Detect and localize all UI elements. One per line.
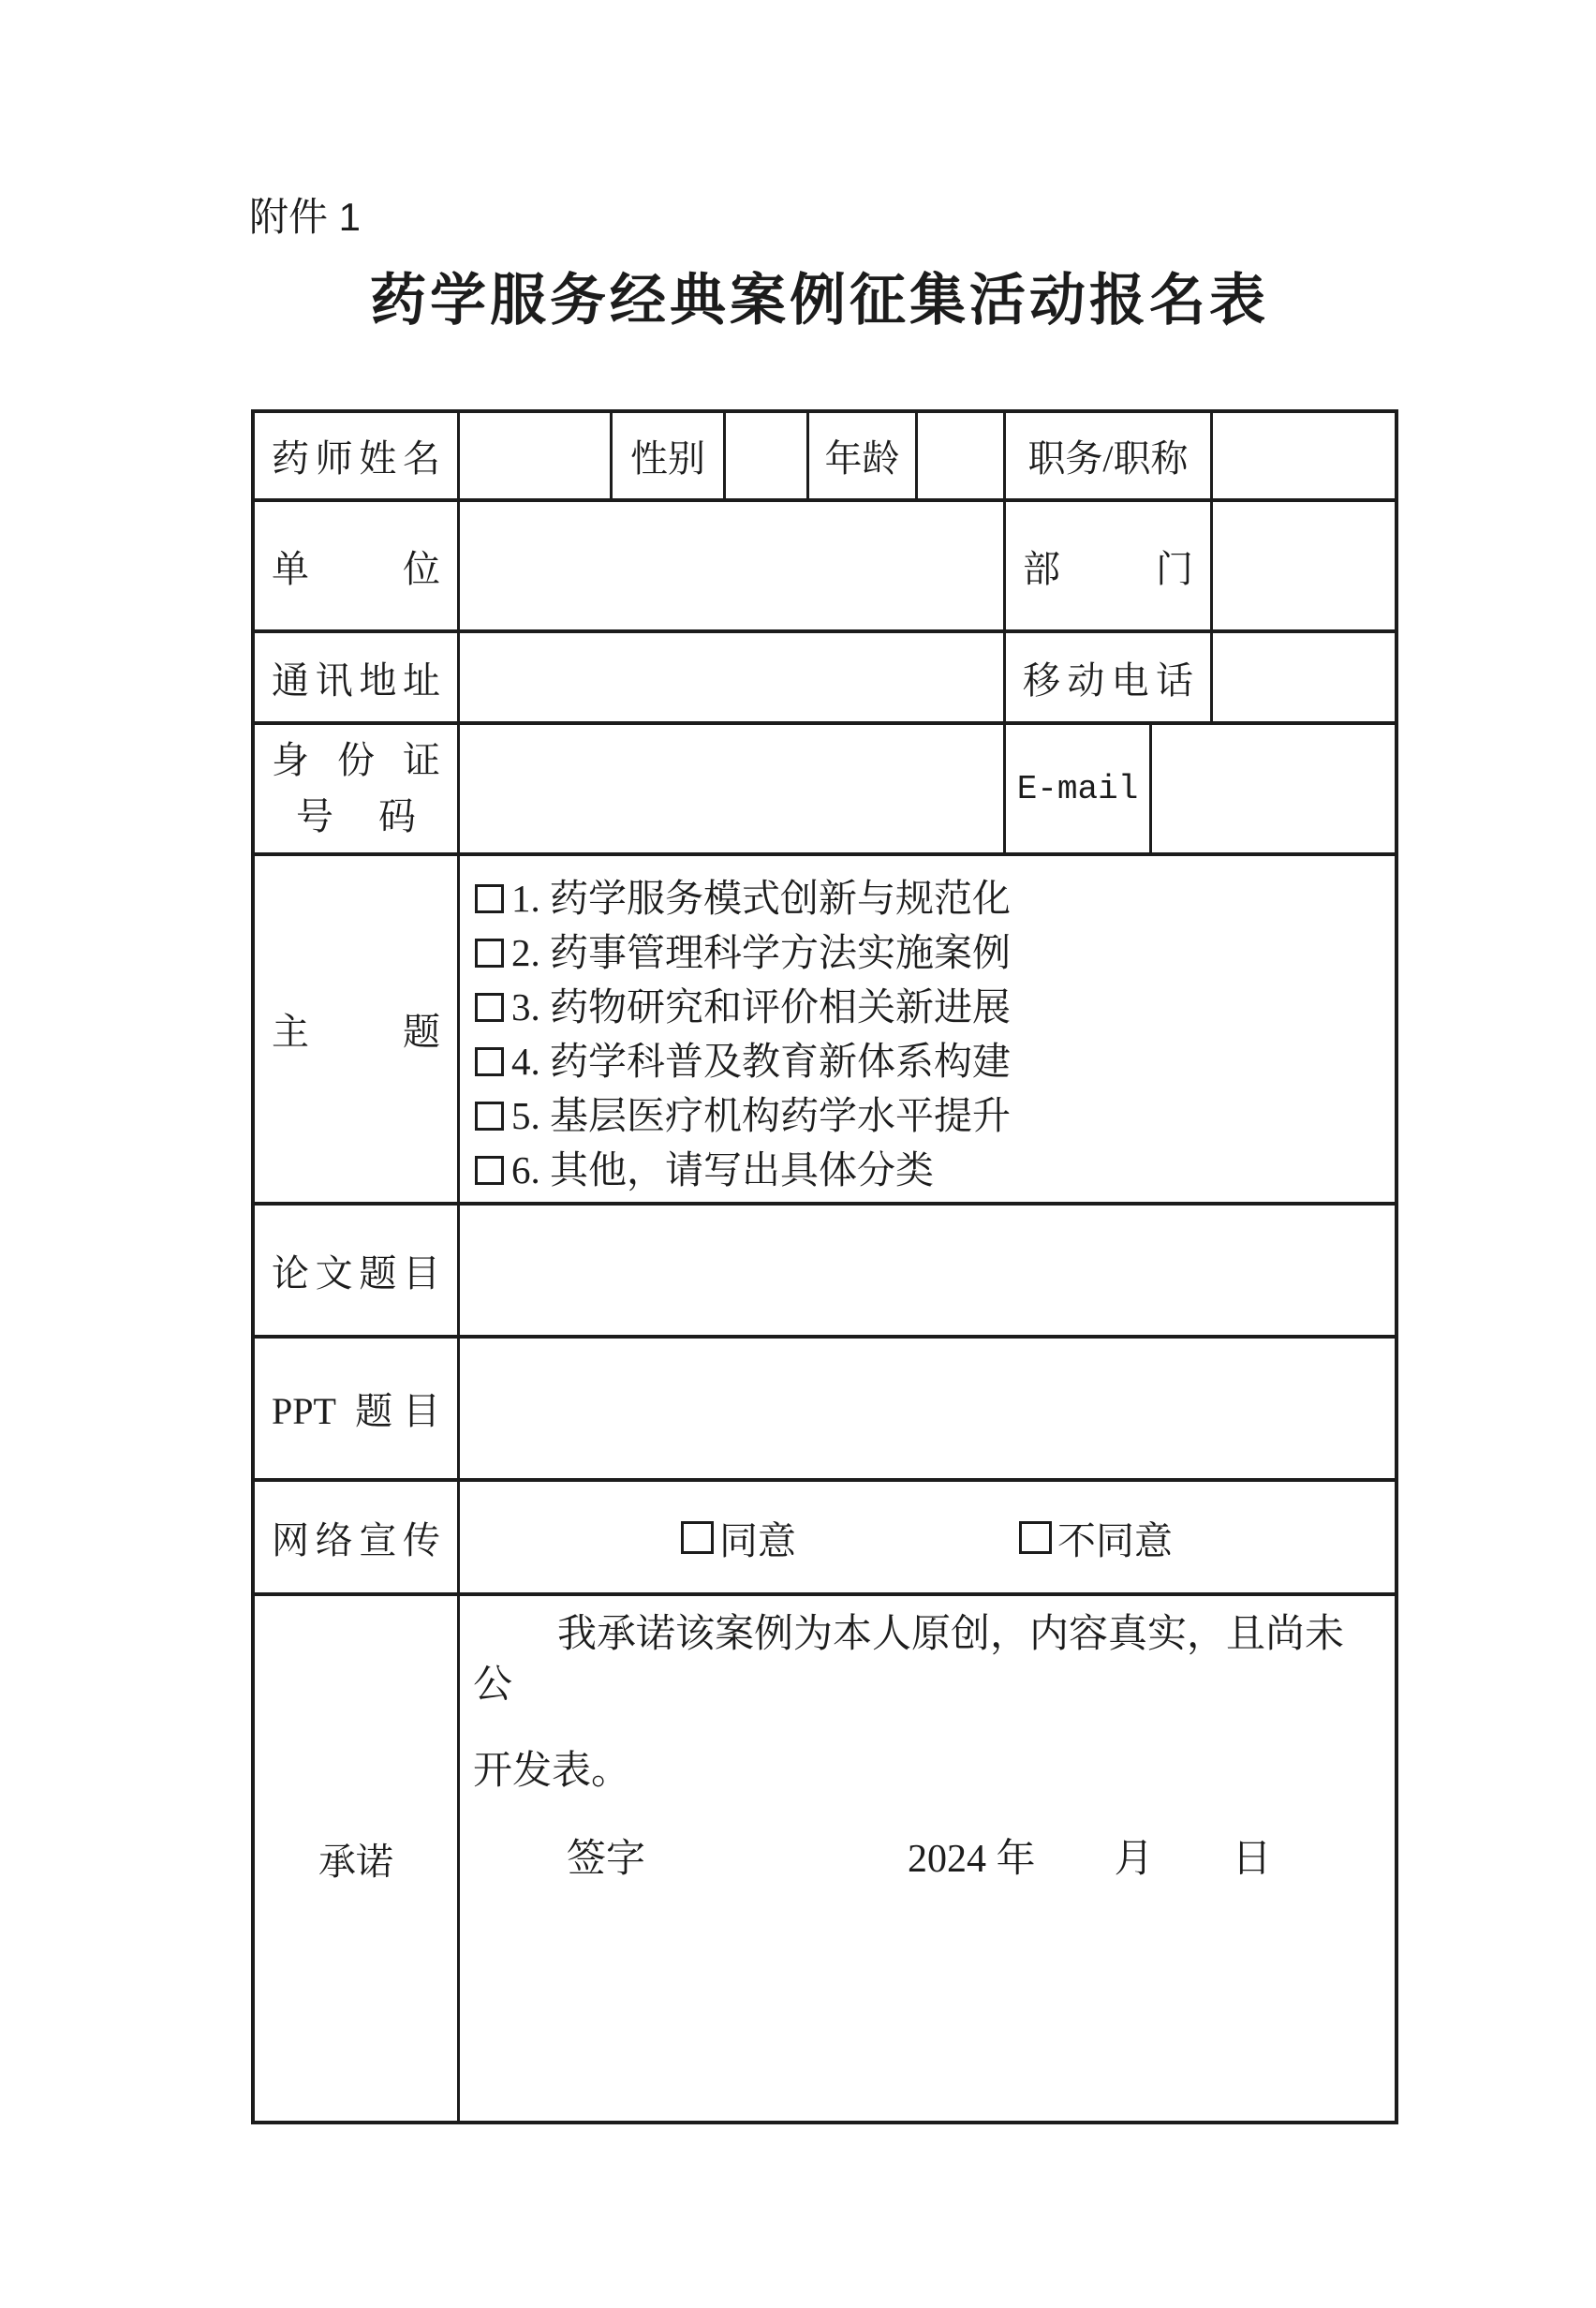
id-number-label-line2: 号码 <box>296 795 416 837</box>
pharmacist-name-label-text: 药师姓名 <box>272 437 440 480</box>
email-label: E-mail <box>1006 725 1152 852</box>
theme-option-4-text: 4. 药学科普及教育新体系构建 <box>511 1040 1011 1083</box>
position-title-input-cell[interactable] <box>1213 413 1395 498</box>
paper-title-label <box>255 1206 460 1335</box>
signature-line <box>473 1834 1374 1885</box>
registration-form-table <box>251 409 1398 2124</box>
publicity-agree-option[interactable] <box>681 1510 796 1565</box>
address-input-cell[interactable] <box>460 633 1006 721</box>
theme-option-3[interactable] <box>475 980 1385 1034</box>
publicity-disagree-option[interactable] <box>1019 1510 1173 1565</box>
mobile-label <box>1006 633 1213 721</box>
table-row-contact <box>255 633 1395 725</box>
attachment-label: 附件 1 <box>249 195 362 239</box>
email-input-cell[interactable] <box>1152 725 1395 852</box>
theme-option-3-text: 3. 药物研究和评价相关新进展 <box>511 985 1011 1028</box>
table-row-ppt-title <box>255 1339 1395 1482</box>
gender-input-cell[interactable] <box>726 413 809 498</box>
publicity-options <box>460 1510 1173 1565</box>
theme-option-2-text: 2. 药事管理科学方法实施案例 <box>511 931 1011 974</box>
table-row-organization <box>255 502 1395 633</box>
age-label: 年龄 <box>809 413 918 498</box>
ppt-title-label <box>255 1339 460 1478</box>
table-row-publicity <box>255 1482 1395 1596</box>
checkbox-icon[interactable] <box>475 1047 504 1076</box>
publicity-agree-text: 同意 <box>719 1518 796 1562</box>
theme-label-text: 主题 <box>272 1011 440 1053</box>
theme-option-1-text: 1. 药学服务模式创新与规范化 <box>511 877 1011 920</box>
theme-options-cell <box>460 856 1395 1202</box>
theme-options-list <box>460 856 1395 1197</box>
table-row-promise <box>255 1596 1395 2121</box>
signature-label: 签字 <box>567 1838 646 1881</box>
publicity-label <box>255 1482 460 1592</box>
promise-content-cell <box>460 1596 1395 2121</box>
checkbox-icon[interactable] <box>475 1102 504 1131</box>
age-input-cell[interactable] <box>918 413 1006 498</box>
publicity-label-text: 网络宣传 <box>272 1518 440 1561</box>
organization-input-cell[interactable] <box>460 502 1006 629</box>
theme-option-6[interactable] <box>475 1143 1385 1197</box>
publicity-disagree-text: 不同意 <box>1057 1518 1173 1562</box>
pharmacist-name-label <box>255 413 460 498</box>
checkbox-icon[interactable] <box>475 939 504 968</box>
id-number-label-line1: 身份证 <box>272 739 440 781</box>
promise-statement <box>460 1596 1395 1885</box>
table-row-id-email <box>255 725 1395 856</box>
theme-option-4[interactable] <box>475 1034 1385 1088</box>
theme-option-2[interactable] <box>475 925 1385 980</box>
theme-label <box>255 856 460 1202</box>
theme-option-6-text: 6. 其他，请写出具体分类 <box>511 1148 934 1191</box>
address-label-text: 通讯地址 <box>272 658 440 702</box>
checkbox-icon[interactable] <box>681 1521 714 1554</box>
mobile-input-cell[interactable] <box>1213 633 1395 721</box>
mobile-label-text: 移动电话 <box>1023 658 1193 702</box>
department-input-cell[interactable] <box>1213 502 1395 629</box>
paper-title-label-text: 论文题目 <box>272 1251 440 1295</box>
position-title-label: 职务/职称 <box>1006 413 1213 498</box>
checkbox-icon[interactable] <box>1019 1521 1052 1554</box>
checkbox-icon[interactable] <box>475 993 504 1022</box>
promise-label: 承诺 <box>255 1596 460 2121</box>
theme-option-1[interactable] <box>475 871 1385 925</box>
organization-label <box>255 502 460 629</box>
id-number-label <box>255 725 460 852</box>
ppt-title-label-text: PPT 题目 <box>272 1390 440 1432</box>
department-label <box>1006 502 1213 629</box>
address-label <box>255 633 460 721</box>
theme-option-5[interactable] <box>475 1088 1385 1143</box>
id-number-input-cell[interactable] <box>460 725 1006 852</box>
promise-statement-line2: 开发表。 <box>473 1750 631 1793</box>
publicity-options-cell <box>460 1482 1395 1592</box>
pharmacist-name-input-cell[interactable] <box>460 413 613 498</box>
department-label-text: 部门 <box>1023 547 1193 590</box>
page-title: 药学服务经典案例征集活动报名表 <box>370 270 1269 332</box>
theme-option-5-text: 5. 基层医疗机构药学水平提升 <box>511 1094 1011 1137</box>
table-row-theme <box>255 856 1395 1206</box>
promise-statement-line1: 我承诺该案例为本人原创，内容真实，且尚未公 <box>473 1613 1345 1707</box>
gender-label: 性别 <box>613 413 726 498</box>
ppt-title-input-cell[interactable] <box>460 1339 1395 1478</box>
checkbox-icon[interactable] <box>475 884 504 913</box>
table-row-paper-title <box>255 1206 1395 1339</box>
table-row-pharmacist <box>255 413 1395 502</box>
paper-title-input-cell[interactable] <box>460 1206 1395 1335</box>
checkbox-icon[interactable] <box>475 1156 504 1185</box>
signature-date: 2024 年 月 日 <box>908 1838 1272 1881</box>
organization-label-text: 单位 <box>272 547 440 590</box>
